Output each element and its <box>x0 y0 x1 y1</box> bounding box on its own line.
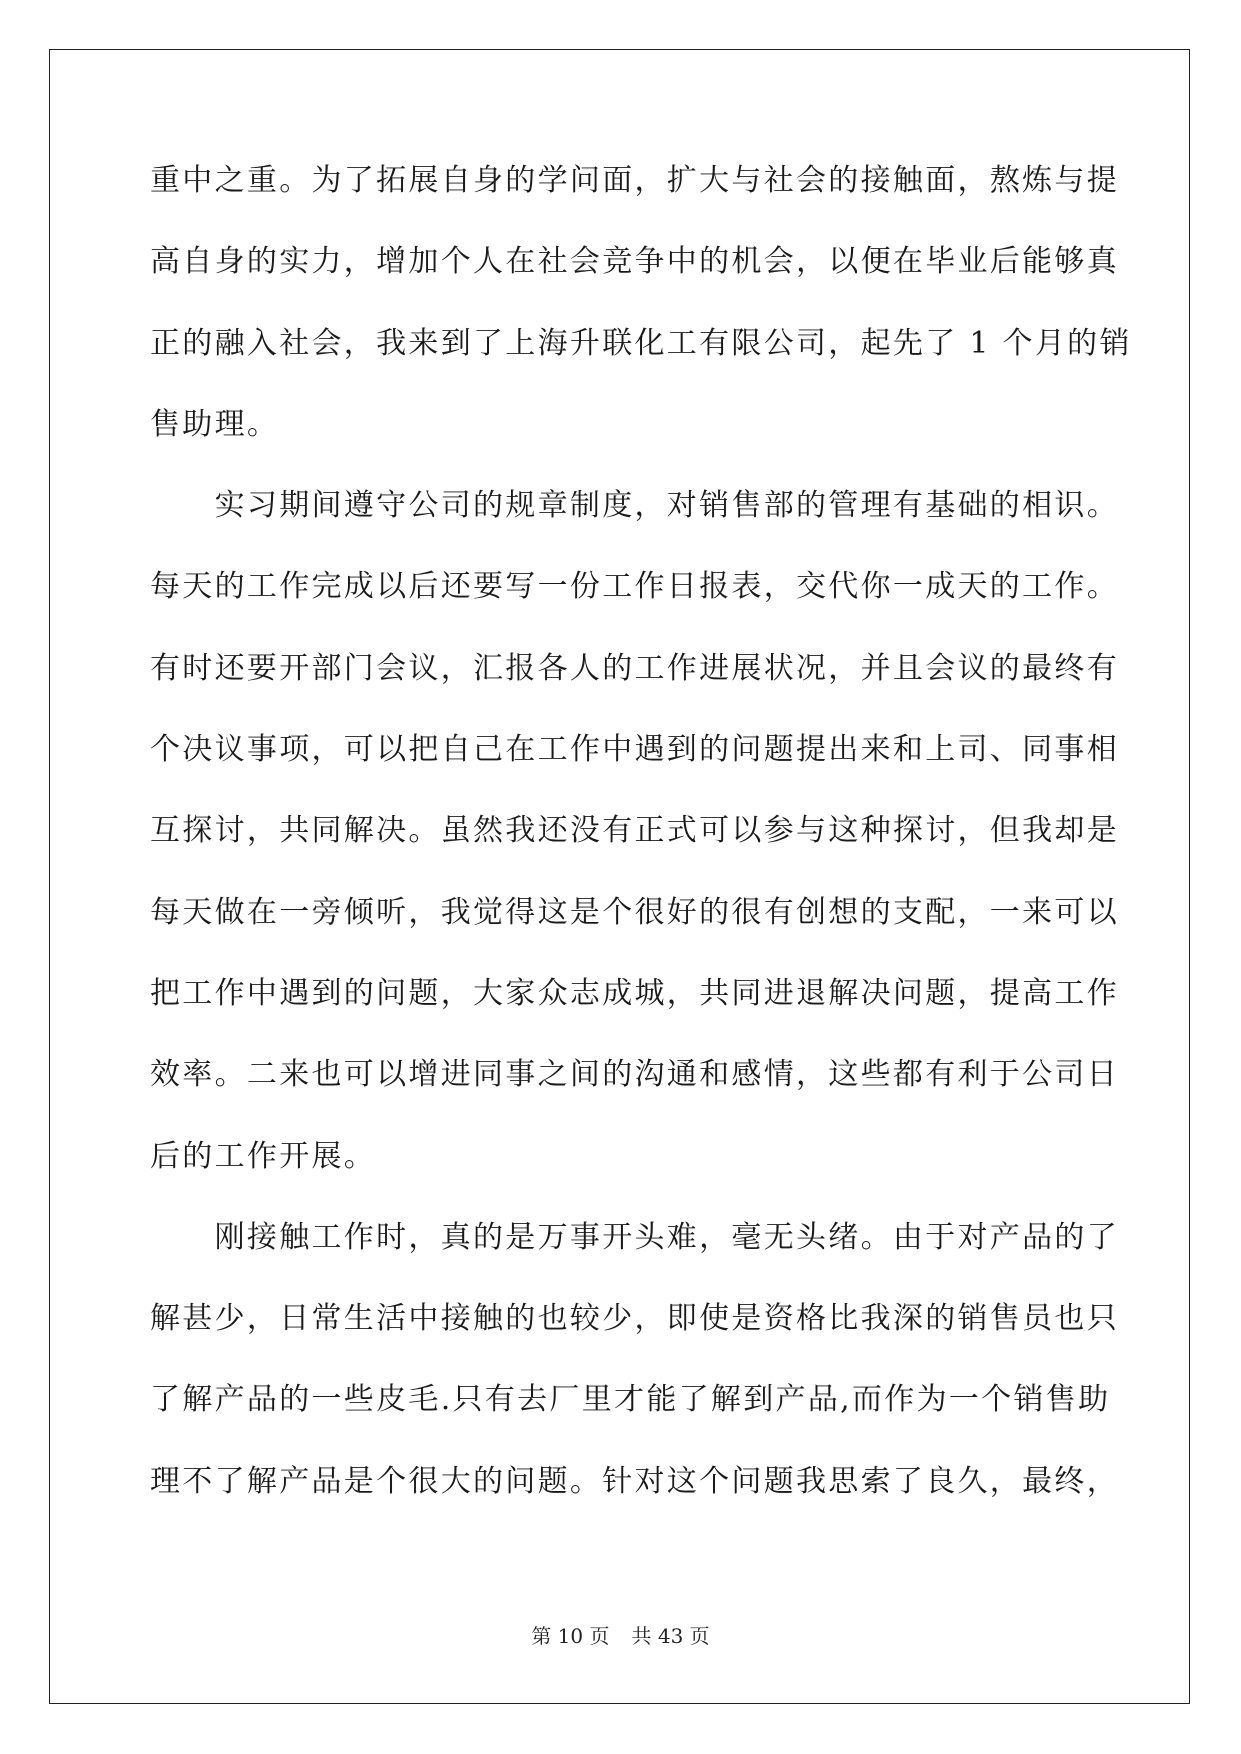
document-body <box>150 156 1132 1538</box>
text-line: 重中之重。为了拓展自身的学问面，扩大与社会的接触面，熬炼与提 <box>150 163 1119 198</box>
page-number: 第 10 页 <box>531 1624 610 1648</box>
text-line: 解甚少，日常生活中接触的也较少，即使是资格比我深的销售员也只 <box>150 1301 1119 1337</box>
text-line: 了解产品的一些皮毛.只有去厂里才能了解到产品,而作为一个销售助 <box>150 1382 1111 1418</box>
text-line: 互探讨，共同解决。虽然我还没有正式可以参与这种探讨，但我却是 <box>150 813 1119 849</box>
text-line: 刚接触工作时，真的是万事开头难，毫无头绪。由于对产品的了 <box>150 1219 1119 1255</box>
page-total: 共 43 页 <box>631 1624 710 1648</box>
page-footer <box>0 1620 1241 1649</box>
text-line: 理不了解产品是个很大的问题。针对这个问题我思索了良久，最终， <box>150 1463 1119 1499</box>
text-line: 把工作中遇到的问题，大家众志成城，共同进退解决问题，提高工作 <box>150 975 1119 1011</box>
text-line: 实习期间遵守公司的规章制度，对销售部的管理有基础的相识。 <box>150 488 1119 524</box>
text-line: 个决议事项，可以把自己在工作中遇到的问题提出来和上司、同事相 <box>150 732 1119 768</box>
text-line: 每天的工作完成以后还要写一份工作日报表，交代你一成天的工作。 <box>150 569 1119 605</box>
text-line: 有时还要开部门会议，汇报各人的工作进展状况，并且会议的最终有 <box>150 650 1119 686</box>
text-line: 每天做在一旁倾听，我觉得这是个很好的很有创想的支配，一来可以 <box>150 894 1119 930</box>
text-line: 效率。二来也可以增进同事之间的沟通和感情，这些都有利于公司日 <box>150 1057 1119 1093</box>
text-line: 正的融入社会，我来到了上海升联化工有限公司，起先了 1 个月的销 <box>150 325 1132 361</box>
text-line: 后的工作开展。 <box>150 1138 377 1174</box>
text-line: 售助理。 <box>150 406 280 442</box>
text-line: 高自身的实力，增加个人在社会竞争中的机会，以便在毕业后能够真 <box>150 244 1119 280</box>
